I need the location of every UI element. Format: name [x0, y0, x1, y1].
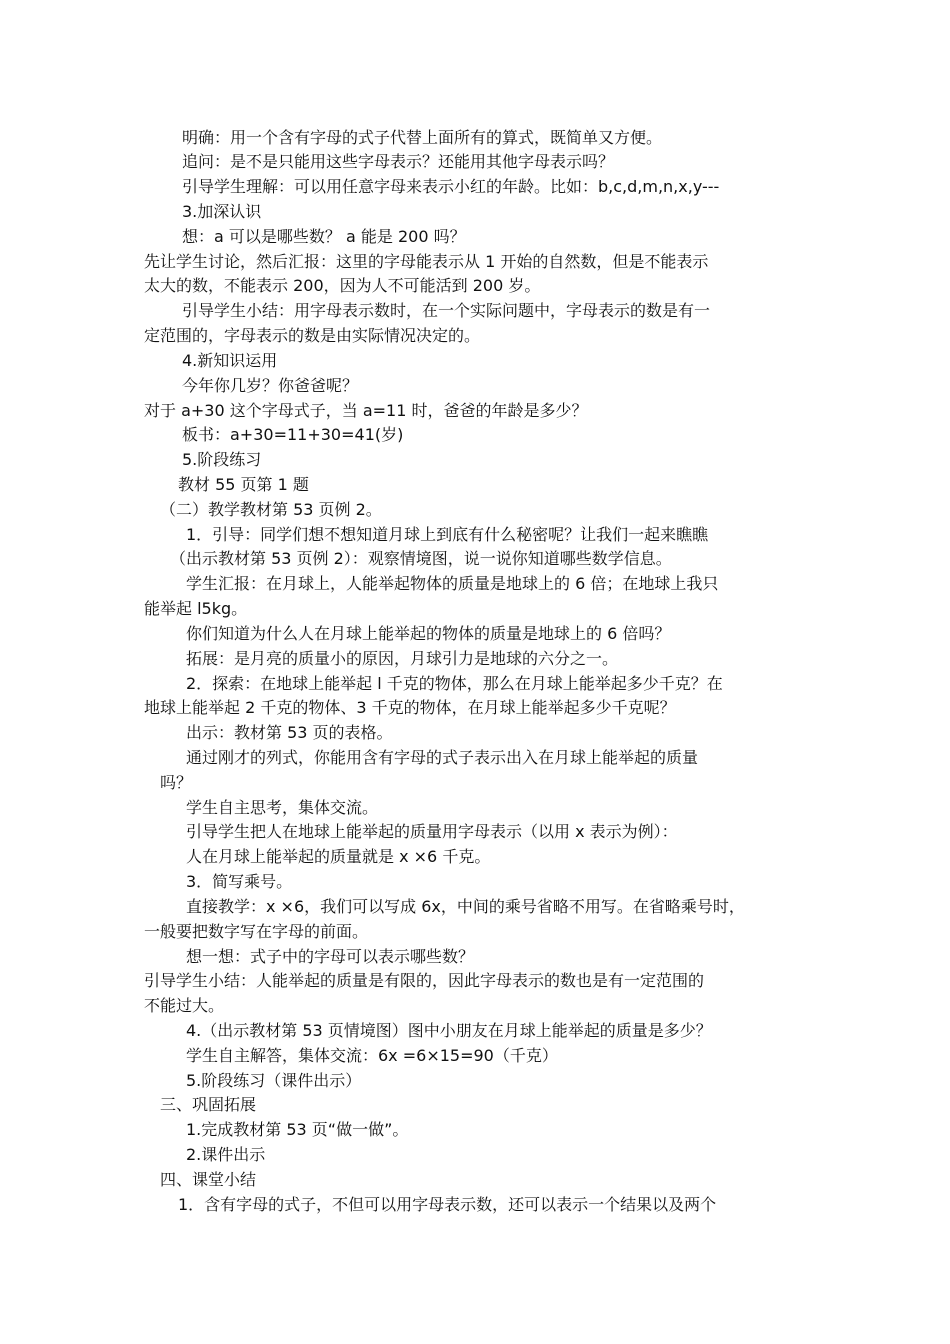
text-line: （出示教材第 53 页例 2）：观察情境图，说一说你知道哪些数学信息。	[170, 549, 672, 568]
text-line: 今年你几岁？你爸爸呢？	[182, 376, 359, 395]
text-line: 明确：用一个含有字母的式子代替上面所有的算式，既简单又方便。	[182, 128, 663, 147]
text-line: 三、巩固拓展	[160, 1095, 257, 1114]
text-line: 一般要把数字写在字母的前面。	[144, 922, 369, 941]
text-line: 引导学生理解：可以用任意字母来表示小红的年龄。比如：b,c,d,m,n,x,y---	[182, 177, 720, 196]
text-line: 想：a 可以是哪些数？ a 能是 200 吗？	[182, 227, 466, 246]
text-line: 5.阶段练习	[182, 450, 262, 469]
text-line: 对于 a+30 这个字母式子，当 a=11 时，爸爸的年龄是多少？	[144, 401, 588, 420]
text-line: 不能过大。	[144, 996, 225, 1015]
text-line: 5.阶段练习（课件出示）	[186, 1071, 362, 1090]
text-line: 2.课件出示	[186, 1145, 266, 1164]
text-line: 板书：a+30=11+30=41(岁)	[182, 425, 404, 444]
text-line: 1.完成教材第 53 页“做一做”。	[186, 1120, 409, 1139]
text-line: 追问：是不是只能用这些字母表示？还能用其他字母表示吗？	[182, 152, 615, 171]
text-line: 能举起 l5kg。	[144, 599, 248, 618]
text-line: 教材 55 页第 1 题	[178, 475, 309, 494]
text-line: 引导学生小结：用字母表示数时，在一个实际问题中，字母表示的数是有一	[182, 301, 711, 320]
text-line: 学生自主思考，集体交流。	[186, 798, 379, 817]
text-line: 先让学生讨论，然后汇报：这里的字母能表示从 1 开始的自然数，但是不能表示	[144, 252, 709, 271]
text-line: 定范围的，字母表示的数是由实际情况决定的。	[144, 326, 481, 345]
text-line: 四、课堂小结	[160, 1170, 257, 1189]
text-line: 出示：教材第 53 页的表格。	[186, 723, 393, 742]
text-line: 通过刚才的列式，你能用含有字母的式子表示出入在月球上能举起的质量	[186, 748, 699, 767]
text-line: 3．简写乘号。	[186, 872, 293, 891]
text-line: 2．探索：在地球上能举起 l 千克的物体，那么在月球上能举起多少千克？在	[186, 674, 723, 693]
text-line: 引导学生把人在地球上能举起的质量用字母表示（以用 x 表示为例）：	[186, 822, 678, 841]
text-line: 你们知道为什么人在月球上能举起的物体的质量是地球上的 6 倍吗？	[186, 624, 671, 643]
text-line: 吗？	[160, 773, 193, 792]
text-line: 人在月球上能举起的质量就是 x ×6 千克。	[186, 847, 491, 866]
text-line: 直接教学：x ×6，我们可以写成 6x，中间的乘号省略不用写。在省略乘号时，	[186, 897, 745, 916]
text-line: 想一想：式子中的字母可以表示哪些数？	[186, 947, 475, 966]
text-line: 3.加深认识	[182, 202, 262, 221]
text-line: 学生自主解答，集体交流：6x =6×15=90（千克）	[186, 1046, 558, 1065]
text-line: 引导学生小结：人能举起的质量是有限的，因此字母表示的数也是有一定范围的	[144, 971, 705, 990]
text-line: 4.（出示教材第 53 页情境图）图中小朋友在月球上能举起的质量是多少？	[186, 1021, 712, 1040]
text-line: 拓展：是月亮的质量小的原因，月球引力是地球的六分之一。	[186, 649, 619, 668]
text-line: 学生汇报：在月球上，人能举起物体的质量是地球上的 6 倍；在地球上我只	[186, 574, 719, 593]
text-line: 4.新知识运用	[182, 351, 278, 370]
text-line: 1．含有字母的式子，不但可以用字母表示数，还可以表示一个结果以及两个	[178, 1195, 717, 1214]
text-line: （二）教学教材第 53 页例 2。	[160, 500, 382, 519]
text-line: 太大的数，不能表示 200，因为人不可能活到 200 岁。	[144, 276, 541, 295]
text-line: 地球上能举起 2 千克的物体、3 千克的物体，在月球上能举起多少千克呢？	[144, 698, 676, 717]
text-line: 1．引导：同学们想不想知道月球上到底有什么秘密呢？让我们一起来瞧瞧	[186, 525, 709, 544]
